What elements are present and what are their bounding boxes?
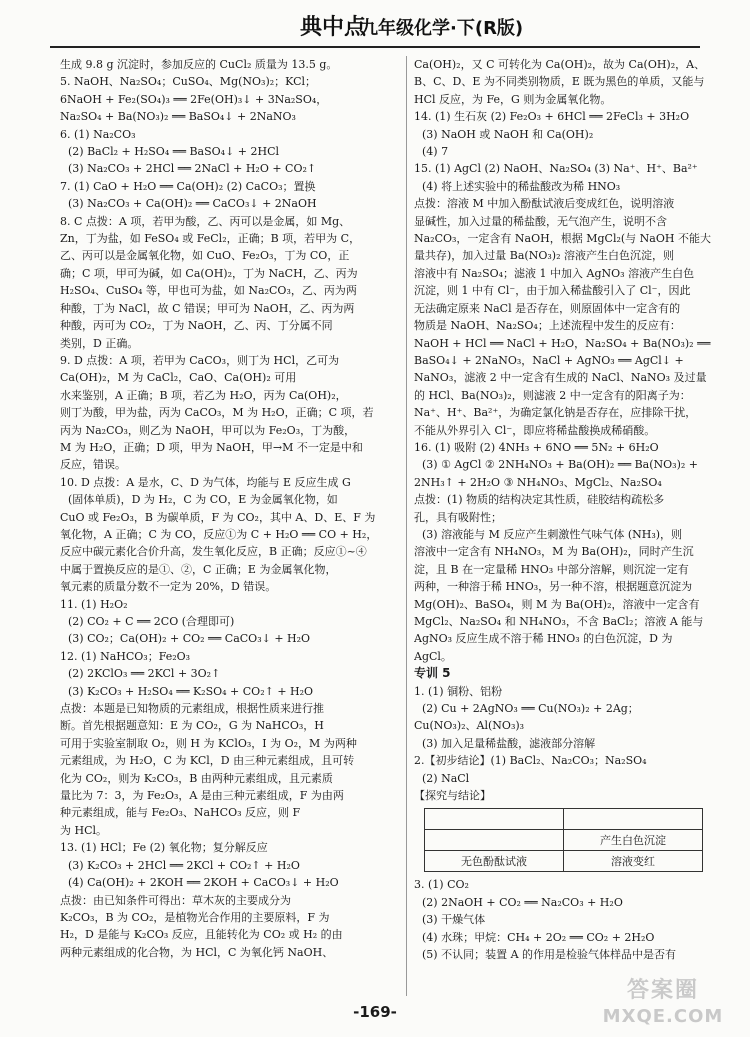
text-line: 物质是 NaOH、Na₂SO₄；上述流程中发生的反应有： bbox=[414, 319, 681, 333]
text-line: 溶液中一定含有 NH₄NO₃，M 为 Ba(OH)₂，同时产生沉 bbox=[414, 545, 694, 559]
text-line: 元素组成，为 H₂O，C 为 KCl，D 由三种元素组成，且可转 bbox=[60, 754, 355, 768]
text-line: AgNO₃ 反应生成不溶于稀 HNO₃ 的白色沉淀，D 为 bbox=[414, 632, 673, 646]
text-line: 3. (1) CO₂ bbox=[414, 878, 469, 892]
column-divider bbox=[406, 56, 407, 996]
text-line: 14. (1) 生石灰 (2) Fe₂O₃ + 6HCl ══ 2FeCl₃ + 3H₂O bbox=[414, 110, 690, 124]
text-line: B、C、D、E 为不同类别物质，E 既为黑色的单质，又能与 bbox=[414, 75, 705, 89]
text-line: (4) Ca(OH)₂ + 2KOH ══ 2KOH + CaCO₃↓ + H₂O bbox=[68, 876, 339, 890]
text-line: 确；C 项，甲可为碱，如 Ca(OH)₂，丁为 NaCH，乙、丙为 bbox=[60, 266, 358, 280]
text-line: (3) K₂CO₃ + H₂SO₄ ══ K₂SO₄ + CO₂↑ + H₂O bbox=[68, 684, 314, 698]
text-line: 11. (1) H₂O₂ bbox=[60, 597, 128, 611]
text-line: 两种元素组成的化合物，为 HCl，C 为氧化钙 NaOH、 bbox=[60, 945, 334, 959]
table-row bbox=[425, 830, 703, 851]
text-line: Na₂SO₄ + Ba(NO₃)₂ ══ BaSO₄↓ + 2NaNO₃ bbox=[60, 110, 296, 124]
text-line: 反应中碳元素化合价升高，发生氧化反应，B 正确；反应①~④ bbox=[60, 545, 367, 559]
text-line: (3) Na₂CO₃ + Ca(OH)₂ ══ CaCO₃↓ + 2NaOH bbox=[68, 197, 317, 211]
text-line: 淀，且 B 在一定量稀 HNO₃ 中部分溶解，则沉淀一定有 bbox=[414, 562, 689, 576]
text-line: 10. D 点拨：A 是水，C、D 为气体，均能与 E 反应生成 G bbox=[60, 475, 351, 489]
text-line: 6NaOH + Fe₂(SO₄)₃ ══ 2Fe(OH)₃↓ + 3Na₂SO₄， bbox=[60, 92, 328, 106]
table-cell bbox=[564, 809, 703, 830]
watermark-line-1: 答案圈 bbox=[626, 978, 699, 1003]
text-line: Mg(OH)₂、BaSO₄，则 M 为 Ba(OH)₂，溶液中一定含有 bbox=[414, 597, 700, 611]
text-line: BaSO₄↓ + 2NaNO₃，NaCl + AgNO₃ ══ AgCl↓ + bbox=[414, 353, 684, 367]
text-line: 无法确定原来 NaCl 是否存在，则原固体中一定含有的 bbox=[414, 301, 681, 315]
text-line: 9. D 点拨：A 项，若甲为 CaCO₃，则丁为 HCl，乙可为 bbox=[60, 353, 340, 367]
text-line: 则丁为酸，甲为盐，丙为 CaCO₃，M 为 H₂O，正确；C 项，若 bbox=[60, 406, 374, 420]
text-line: AgCl。 bbox=[414, 649, 452, 663]
table-cell bbox=[425, 830, 564, 851]
text-line: 类别，D 正确。 bbox=[60, 336, 139, 350]
right-column bbox=[414, 56, 720, 964]
section-lines-b bbox=[414, 876, 720, 963]
left-column bbox=[60, 56, 400, 961]
text-line: NaOH + HCl ══ NaCl + H₂O，Na₂SO₄ + Ba(NO₃)₂ ══ bbox=[414, 336, 711, 350]
text-line: 种元素组成，能与 Fe₂O₃、NaHCO₃ 反应，则 F bbox=[60, 806, 301, 820]
text-line: (3) K₂CO₃ + 2HCl ══ 2KCl + CO₂↑ + H₂O bbox=[68, 858, 300, 872]
page-number: -169- bbox=[353, 1003, 397, 1021]
text-line: 断。首先根据题意知：E 为 CO₂，G 为 NaHCO₃，H bbox=[60, 719, 324, 733]
text-line: 种酸，丙可为 CO₂，丁为 NaOH，乙、丙、丁分属不同 bbox=[60, 319, 333, 333]
text-line: 6. (1) Na₂CO₃ bbox=[60, 127, 136, 141]
right-answer-lines bbox=[414, 56, 720, 665]
text-line: (2) 2NaOH + CO₂ ══ Na₂CO₃ + H₂O bbox=[422, 895, 623, 909]
text-line: (2) BaCl₂ + H₂SO₄ ══ BaSO₄↓ + 2HCl bbox=[68, 145, 280, 159]
text-line: 8. C 点拨：A 项，若甲为酸，乙、丙可以是金属，如 Mg、 bbox=[60, 214, 351, 228]
text-line: 的 HCl、Ba(NO₃)₂，则滤液 2 中一定含有的阳离子为： bbox=[414, 388, 691, 402]
text-line: NaNO₃，滤液 2 中一定含有生成的 NaCl、NaNO₃ 及过量 bbox=[414, 371, 707, 385]
text-line: (3) Na₂CO₃ + 2HCl ══ 2NaCl + H₂O + CO₂↑ bbox=[68, 162, 317, 176]
section-title: 专训 5 bbox=[414, 666, 451, 681]
watermark-logo bbox=[588, 978, 738, 1036]
text-line: (4) 将上述实验中的稀盐酸改为稀 HNO₃ bbox=[422, 179, 621, 193]
text-line: H₂SO₄、CuSO₄ 等，甲也可为盐，如 Na₂CO₃，乙、丙为两 bbox=[60, 284, 357, 298]
text-line: 7. (1) CaO + H₂O ══ Ca(OH)₂ (2) CaCO₃；置换 bbox=[60, 179, 316, 193]
text-line: K₂CO₃，B 为 CO₂，是植物光合作用的主要原料，F 为 bbox=[60, 910, 330, 924]
text-line: Zn，丁为盐，如 FeSO₄ 或 FeCl₂，正确；B 项，若甲为 C， bbox=[60, 232, 361, 246]
text-line: 点拨：本题是已知物质的元素组成，根据性质来进行推 bbox=[60, 702, 324, 716]
table-cell: 产生白色沉淀 bbox=[564, 830, 703, 851]
text-line: 点拨：由已知条件可得出：草木灰的主要成分为 bbox=[60, 893, 291, 907]
text-line: 中属于置换反应的是①、②，C 正确；E 为金属氧化物， bbox=[60, 562, 337, 576]
text-line: 不能从外界引入 Cl⁻，即应将稀盐酸换成稀硝酸。 bbox=[414, 423, 656, 437]
text-line: 16. (1) 吸附 (2) 4NH₃ + 6NO ══ 5N₂ + 6H₂O bbox=[414, 440, 659, 454]
text-line: (4) 7 bbox=[422, 145, 449, 159]
watermark-line-2: MXQE.COM bbox=[602, 1006, 724, 1027]
text-line: 2.【初步结论】(1) BaCl₂、Na₂CO₃；Na₂SO₄ bbox=[414, 754, 647, 768]
text-line: 氧化物，A 正确；C 为 CO，反应①为 C + H₂O ══ CO + H₂， bbox=[60, 527, 378, 541]
text-line: Cu(NO₃)₂、Al(NO₃)₃ bbox=[414, 719, 525, 733]
table-row bbox=[425, 851, 703, 872]
text-line: 5. NaOH、Na₂SO₄；CuSO₄、Mg(NO₃)₂；KCl； bbox=[60, 75, 317, 89]
text-line: (2) CO₂ + C ══ 2CO (合理即可) bbox=[68, 615, 235, 628]
text-line: Na₂CO₃，一定含有 NaOH，根据 MgCl₂(与 NaOH 不能大 bbox=[414, 232, 711, 246]
text-line: 溶液中有 Na₂SO₄；滤液 1 中加入 AgNO₃ 溶液产生白色 bbox=[414, 266, 695, 280]
text-line: 丙为 Na₂CO₃，则乙为 NaOH，甲可以为 Fe₂O₃，丁为酸， bbox=[60, 423, 356, 437]
text-line: CuO 或 Fe₂O₃，B 为碳单质，F 为 CO₂，其中 A、D、E、F 为 bbox=[60, 510, 376, 524]
result-table bbox=[424, 808, 703, 872]
text-line: 显碱性，加入过量的稀盐酸，无气泡产生，说明不含 bbox=[414, 214, 667, 228]
text-line: 12. (1) NaHCO₃；Fe₂O₃ bbox=[60, 649, 191, 663]
text-line: 1. (1) 铜粉、铝粉 bbox=[414, 684, 503, 698]
text-line: (3) 干燥气体 bbox=[422, 913, 486, 927]
table-cell: 溶液变红 bbox=[564, 851, 703, 872]
text-line: 种酸，丁为 NaCl，故 C 错误；甲可为 NaOH，乙、丙为两 bbox=[60, 301, 355, 315]
section-lines-a bbox=[414, 683, 720, 805]
text-line: 可用于实验室制取 O₂，则 H 为 KClO₃，I 为 O₂，M 为两种 bbox=[60, 736, 357, 750]
text-line: (3) NaOH 或 NaOH 和 Ca(OH)₂ bbox=[422, 127, 594, 141]
text-line: 反应，错误。 bbox=[60, 458, 126, 472]
text-line: 两种，一种溶于稀 HNO₃，另一种不溶，根据题意沉淀为 bbox=[414, 580, 693, 594]
page-title: 九年级化学·下(R版) bbox=[360, 18, 524, 39]
text-line: (3) CO₂；Ca(OH)₂ + CO₂ ══ CaCO₃↓ + H₂O bbox=[68, 632, 311, 646]
text-line: 13. (1) HCl；Fe (2) 氧化物；复分解反应 bbox=[60, 841, 268, 855]
text-line: (5) 不认同；装置 A 的作用是检验气体样品中是否有 bbox=[422, 948, 677, 962]
text-line: (3) ① AgCl ② 2NH₄NO₃ + Ba(OH)₂ ══ Ba(NO₃)₂ + bbox=[422, 458, 698, 472]
table-cell bbox=[425, 809, 564, 830]
text-line: 氧元素的质量分数不一定为 20%，D 错误。 bbox=[60, 580, 277, 594]
text-line: 孔，具有吸附性； bbox=[414, 510, 502, 524]
text-line: (3) 加入足量稀盐酸，滤液部分溶解 bbox=[422, 736, 596, 750]
header-rule bbox=[50, 46, 700, 48]
text-line: Na⁺、H⁺、Ba²⁺，为确定氯化钠是否存在，应排除干扰， bbox=[414, 406, 697, 420]
table-row bbox=[425, 809, 703, 830]
brand-logo: 典中点 bbox=[300, 15, 367, 40]
text-line: 水来鉴别，A 正确；B 项，若乙为 H₂O，丙为 Ca(OH)₂， bbox=[60, 388, 347, 402]
table-cell: 无色酚酞试液 bbox=[425, 851, 564, 872]
text-line: 2NH₃↑ + 2H₂O ③ NH₄NO₃、MgCl₂、Na₂SO₄ bbox=[414, 475, 662, 489]
text-line: (固体单质)，D 为 H₂，C 为 CO，E 为金属氧化物，如 bbox=[68, 493, 338, 507]
text-line: 生成 9.8 g 沉淀时，参加反应的 CuCl₂ 质量为 13.5 g。 bbox=[60, 58, 338, 71]
text-line: MgCl₂、Na₂SO₄ 和 NH₄NO₃，不含 BaCl₂；溶液 A 能与 bbox=[414, 615, 704, 628]
text-line: 化为 CO₂，则为 K₂CO₃，B 由两种元素组成，且元素质 bbox=[60, 771, 333, 785]
text-line: Ca(OH)₂，又 C 可转化为 Ca(OH)₂，故为 Ca(OH)₂，A、 bbox=[414, 58, 706, 71]
text-line: 点拨：(1) 物质的结构决定其性质，硅胶结构疏松多 bbox=[414, 493, 665, 507]
text-line: 15. (1) AgCl (2) NaOH、Na₂SO₄ (3) Na⁺、H⁺、Ba²⁺ bbox=[414, 162, 698, 176]
text-line: 为 HCl。 bbox=[60, 823, 108, 837]
text-line: (2) NaCl bbox=[422, 771, 470, 785]
page-header bbox=[0, 0, 750, 50]
text-line: 点拨：溶液 M 中加入酚酞试液后变成红色，说明溶液 bbox=[414, 197, 675, 211]
text-line: (2) 2KClO₃ ══ 2KCl + 3O₂↑ bbox=[68, 667, 221, 681]
text-line: 沉淀，则 1 中有 Cl⁻，由于加入稀盐酸引入了 Cl⁻，因此 bbox=[414, 284, 691, 298]
text-line: H₂，D 是能与 K₂CO₃ 反应，且能转化为 CO₂ 或 H₂ 的由 bbox=[60, 928, 343, 942]
text-line: 量共存)，加入过量 Ba(NO₃)₂ 溶液产生白色沉淀，则 bbox=[414, 249, 674, 263]
text-line: HCl 反应，为 Fe，G 则为金属氧化物。 bbox=[414, 92, 612, 106]
text-line: (3) 溶液能与 M 反应产生刺激性气味气体 (NH₃)，则 bbox=[422, 527, 683, 541]
text-line: M 为 H₂O，正确；D 项，甲为 NaOH，甲→M 不一定是中和 bbox=[60, 440, 363, 454]
text-line: 【探究与结论】 bbox=[414, 789, 491, 803]
text-line: (4) 水珠；甲烷：CH₄ + 2O₂ ══ CO₂ + 2H₂O bbox=[422, 930, 655, 944]
text-line: (2) Cu + 2AgNO₃ ══ Cu(NO₃)₂ + 2Ag； bbox=[422, 702, 639, 716]
text-line: 乙、丙可以是金属氧化物，如 CuO、Fe₂O₃，丁为 CO，正 bbox=[60, 249, 350, 263]
text-line: Ca(OH)₂，M 为 CaCl₂，CaO、Ca(OH)₂ 可用 bbox=[60, 371, 297, 385]
text-line: 量比为 7：3，为 Fe₂O₃，A 是由三种元素组成，F 为由两 bbox=[60, 789, 344, 803]
